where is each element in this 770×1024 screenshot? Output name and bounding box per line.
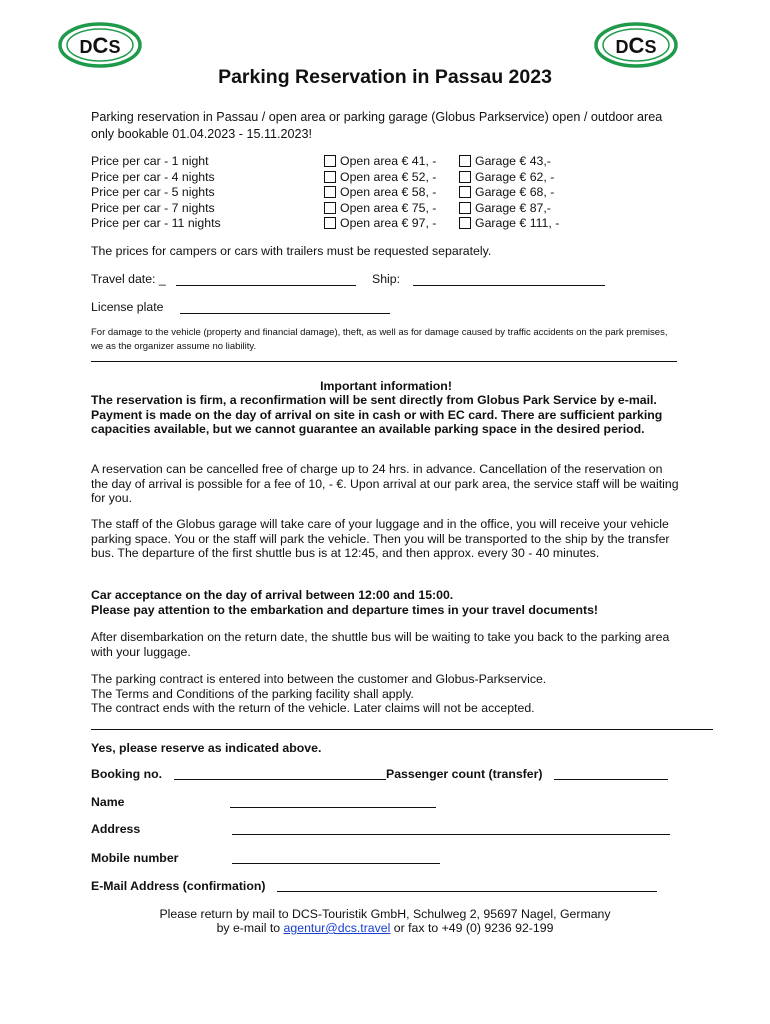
liability-notice: For damage to the vehicle (property and financial damage), theft, as well as for damage caused by traffic accidents on the park premises, we as the organizer assume no liability. — [91, 327, 668, 352]
footer-fax: or fax to +49 (0) 9236 92-199 — [393, 921, 554, 935]
open-area-price: Open area € 97, - — [340, 216, 437, 230]
divider-1 — [91, 361, 677, 362]
garage-price: Garage € 43,- — [475, 154, 551, 168]
price-row — [91, 169, 691, 185]
garage-price: Garage € 68, - — [475, 185, 555, 199]
email-field[interactable] — [277, 891, 657, 892]
passenger-count-label: Passenger count (transfer) — [386, 767, 543, 781]
license-plate-label: License plate — [91, 300, 164, 314]
staff-text: The staff of the Globus garage will take care of your luggage and in the office, you will receive your vehicle parking space. You or the staff will park the vehicle. Then you will be transported to the ship by the transfer bus. The departure of the first shuttle bus is at 12:45, and then approx. every 30 - 40 minutes. — [91, 517, 670, 560]
page-title: Parking Reservation in Passau 2023 — [218, 66, 552, 88]
dcs-logo-right — [594, 22, 678, 68]
divider-2 — [91, 729, 713, 730]
footer-line-1: Please return by mail to DCS-Touristik GmbH, Schulweg 2, 95697 Nagel, Germany — [159, 907, 611, 921]
open-area-checkbox[interactable] — [324, 202, 336, 214]
garage-price: Garage € 111, - — [475, 216, 560, 230]
contract-line-2: The Terms and Conditions of the parking facility shall apply. — [91, 686, 414, 701]
open-area-checkbox[interactable] — [324, 155, 336, 167]
price-row — [91, 153, 691, 169]
contract-line-3: The contract ends with the return of the vehicle. Later claims will not be accepted. — [91, 701, 535, 715]
travel-date-field[interactable] — [176, 285, 356, 286]
passenger-count-field[interactable] — [554, 779, 668, 780]
disembark-text: After disembarkation on the return date, the shuttle bus will be waiting to take you back to the parking area with your luggage. — [91, 630, 670, 659]
open-area-option[interactable] — [324, 169, 436, 185]
open-area-checkbox[interactable] — [324, 171, 336, 183]
footer-line-2 — [0, 921, 770, 936]
price-label: Price per car - 7 nights — [91, 200, 215, 215]
travel-date-label: Travel date: _ — [91, 272, 166, 286]
garage-option[interactable] — [459, 200, 551, 216]
name-label: Name — [91, 795, 125, 809]
price-row — [91, 184, 691, 200]
open-area-option[interactable] — [324, 184, 436, 200]
booking-no-field[interactable] — [174, 779, 386, 780]
ship-field[interactable] — [413, 285, 605, 286]
garage-option[interactable] — [459, 184, 554, 200]
campers-note: The prices for campers or cars with trailers must be requested separately. — [91, 244, 492, 258]
open-area-price: Open area € 52, - — [340, 169, 437, 184]
open-area-price: Open area € 75, - — [340, 200, 437, 215]
garage-option[interactable] — [459, 169, 554, 185]
open-area-checkbox[interactable] — [324, 217, 336, 229]
garage-checkbox[interactable] — [459, 171, 471, 183]
garage-checkbox[interactable] — [459, 217, 471, 229]
open-area-option[interactable] — [324, 153, 436, 169]
garage-checkbox[interactable] — [459, 186, 471, 198]
mobile-number-field[interactable] — [232, 863, 440, 864]
garage-option[interactable] — [459, 215, 559, 231]
cancellation-text: A reservation can be cancelled free of charge up to 24 hrs. in advance. Cancellation of the reservation on the day of arrival is possible for a fee of 10, - €. Upon arrival at our park area, the service staff will be waiting for you. — [91, 462, 679, 505]
open-area-option[interactable] — [324, 200, 436, 216]
garage-price: Garage € 87,- — [475, 200, 551, 215]
open-area-price: Open area € 41, - — [340, 154, 437, 168]
garage-option[interactable] — [459, 153, 551, 169]
price-label: Price per car - 1 night — [91, 154, 209, 168]
footer-email-link[interactable]: agentur@dcs.travel — [283, 921, 391, 935]
confirm-text: Yes, please reserve as indicated above. — [91, 741, 322, 755]
open-area-option[interactable] — [324, 215, 436, 231]
license-plate-field[interactable] — [180, 313, 390, 314]
contract-text — [91, 672, 681, 716]
name-field[interactable] — [230, 807, 436, 808]
svg-text:DCS: DCS — [79, 33, 121, 58]
booking-no-label: Booking no. — [91, 767, 163, 781]
car-acceptance-times: Car acceptance on the day of arrival between 12:00 and 15:00. — [91, 588, 454, 602]
dcs-logo-left — [58, 22, 142, 68]
intro-text: Parking reservation in Passau / open area or parking garage (Globus Parkservice) open / outdoor area only bookable 01.04.2023 - 15.11.2023! — [91, 110, 663, 141]
price-row — [91, 200, 691, 216]
open-area-price: Open area € 58, - — [340, 185, 437, 199]
email-label: E-Mail Address (confirmation) — [91, 879, 266, 893]
embarkation-warning: Please pay attention to the embarkation and departure times in your travel documents! — [91, 602, 599, 617]
mobile-number-label: Mobile number — [91, 851, 179, 865]
important-text: The reservation is firm, a reconfirmation will be sent directly from Globus Park Service by e-mail. Payment is made on the day of arrival on site in cash or with EC card. There are sufficient parking capacities available, but we cannot guarantee an available parking space in the desired period. — [91, 393, 663, 436]
ship-label: Ship: — [372, 272, 401, 286]
open-area-checkbox[interactable] — [324, 186, 336, 198]
price-label: Price per car - 5 nights — [91, 185, 215, 199]
price-label: Price per car - 11 nights — [91, 216, 221, 230]
garage-checkbox[interactable] — [459, 202, 471, 214]
price-row — [91, 215, 691, 231]
svg-text:DCS: DCS — [615, 33, 657, 58]
contract-line-1: The parking contract is entered into between the customer and Globus-Parkservice. — [91, 672, 547, 686]
garage-price: Garage € 62, - — [475, 169, 555, 184]
garage-checkbox[interactable] — [459, 155, 471, 167]
price-label: Price per car - 4 nights — [91, 169, 215, 184]
footer-email-prefix: by e-mail to — [216, 921, 281, 935]
address-field[interactable] — [232, 834, 670, 835]
address-label: Address — [91, 822, 141, 836]
car-acceptance-text — [91, 588, 681, 617]
important-heading: Important information! — [320, 379, 452, 393]
